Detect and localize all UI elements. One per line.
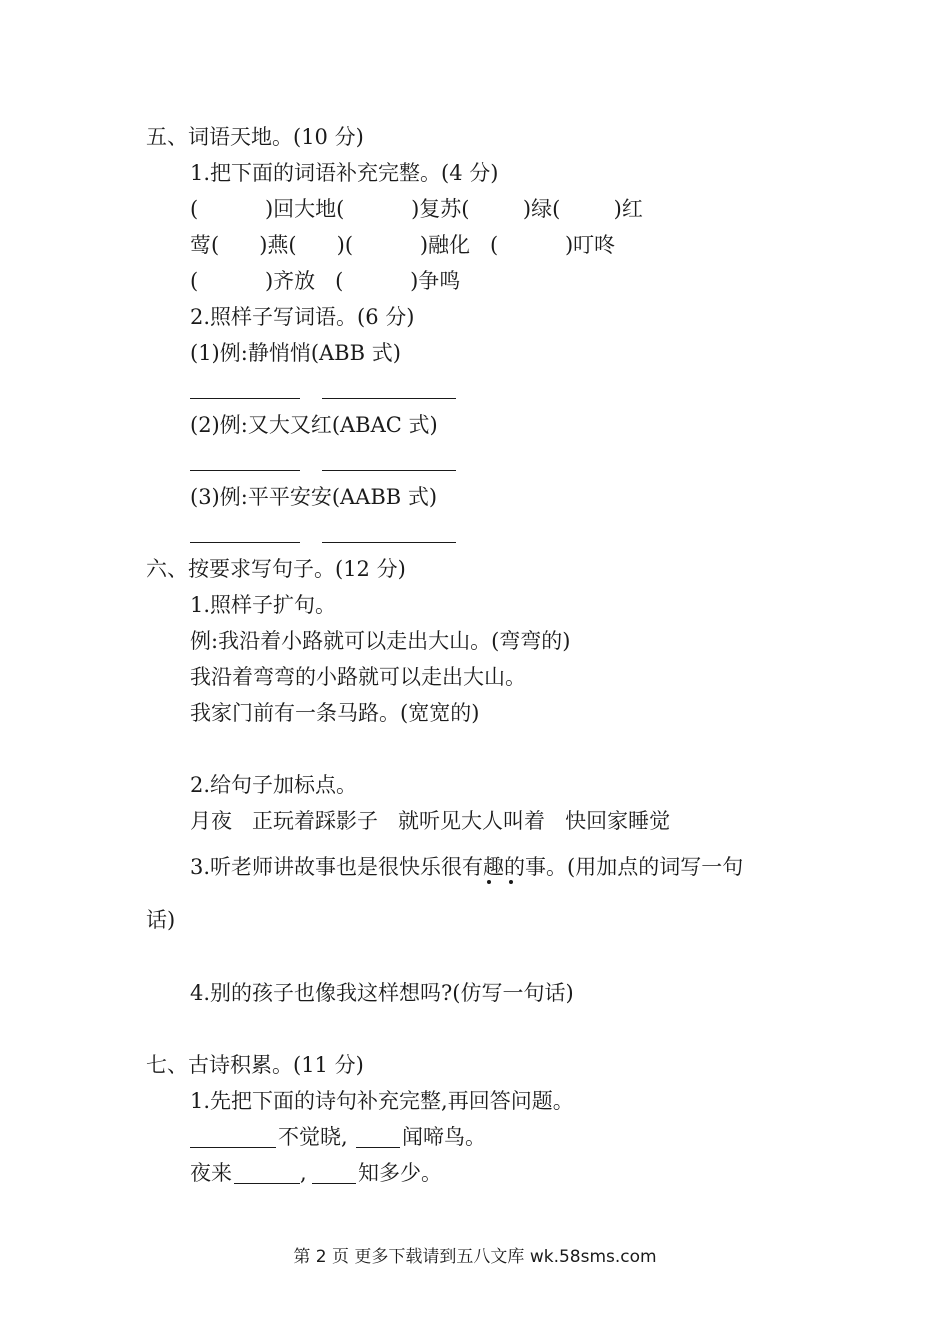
section-5-q2-example-3: (3)例:平平安安(AABB 式) [190,485,438,509]
section-5-title: 五、词语天地。(10 分) [146,125,364,149]
section-6-q2-title: 2.给句子加标点。 [190,773,358,797]
poem-line-1a: 不觉晓, [278,1125,348,1149]
poem-line-2b: 知多少。 [358,1161,442,1185]
poem-blank[interactable] [190,1147,276,1148]
answer-blank[interactable] [190,470,300,471]
section-7-q1-title: 1.先把下面的诗句补充完整,再回答问题。 [190,1089,574,1113]
section-6-q4-text: 4.别的孩子也像我这样想吗?(仿写一句话) [190,981,574,1005]
section-6-q1-example: 例:我沿着小路就可以走出大山。(弯弯的) [190,629,571,653]
poem-line-2-prefix: 夜来 [190,1161,232,1185]
section-6-q3-continued: 话) [146,908,176,932]
section-6-q2-text: 月夜 正玩着踩影子 就听见大人叫着 快回家睡觉 [190,809,671,833]
poem-blank[interactable] [356,1147,400,1148]
page-footer: 第 2 页 更多下载请到五八文库 wk.58sms.com [293,1247,657,1267]
section-7-title: 七、古诗积累。(11 分) [146,1053,364,1077]
section-6-q1-answer: 我沿着弯弯的小路就可以走出大山。 [190,665,526,689]
answer-blank[interactable] [190,398,300,399]
poem-line-2-comma: , [300,1161,307,1185]
poem-line-1b: 闻啼鸟。 [402,1125,486,1149]
answer-blank[interactable] [322,542,456,543]
section-6-title: 六、按要求写句子。(12 分) [146,557,406,581]
section-5-q1-title: 1.把下面的词语补充完整。(4 分) [190,161,499,185]
section-5-q1-row3: ( )齐放 ( )争鸣 [190,269,461,293]
answer-blank[interactable] [322,398,456,399]
section-5-q1-row2: 莺( )燕( )( )融化 ( )叮咚 [190,233,616,257]
section-6-q1-task: 我家门前有一条马路。(宽宽的) [190,701,480,725]
emphasis-dot [487,880,491,884]
answer-blank[interactable] [190,542,300,543]
section-5-q2-title: 2.照样子写词语。(6 分) [190,305,415,329]
section-5-q2-example-1: (1)例:静悄悄(ABB 式) [190,341,401,365]
answer-blank[interactable] [322,470,456,471]
section-5-q1-row1: ( )回大地( )复苏( )绿( )红 [190,197,643,221]
emphasis-dot [509,880,513,884]
poem-blank[interactable] [234,1183,300,1184]
section-6-q3-text: 3.听老师讲故事也是很快乐很有趣的事。(用加点的词写一句 [190,855,744,879]
poem-blank[interactable] [312,1183,356,1184]
section-6-q1-title: 1.照样子扩句。 [190,593,337,617]
section-5-q2-example-2: (2)例:又大又红(ABAC 式) [190,413,438,437]
